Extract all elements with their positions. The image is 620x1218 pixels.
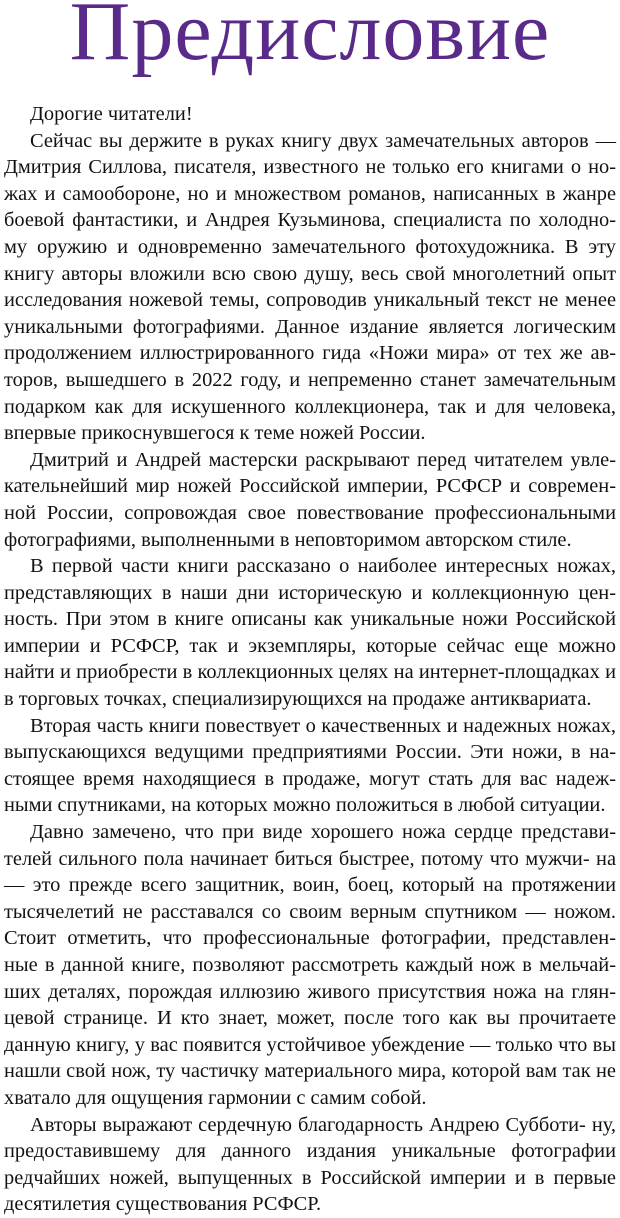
paragraph-2 <box>4 447 616 553</box>
line: так не хватало для ощущения гармонии с самим собой. <box>4 1060 616 1109</box>
line: найти и приобрести в коллекционных целях на интернет-площадках <box>4 661 600 684</box>
line: вы нашли свой нож, ту частичку материального мира, которой вам <box>4 1033 616 1083</box>
line: торов, вышедшего в 2022 году, и непременно станет замечательным <box>4 368 616 391</box>
line: телей сильного пола начинает биться быстрее, потому что мужчи- <box>4 847 590 870</box>
line: и в торговых точках, специализирующихся на продаже антиквариата. <box>4 661 616 711</box>
paragraph-3 <box>4 553 616 713</box>
body-text <box>4 101 616 1218</box>
line: Вторая часть книги повествует о качественных и надежных ножах, <box>30 714 616 737</box>
line: на — это прежде всего защитник, воин, боец, который на протяжении <box>4 847 616 897</box>
line: редчайших ножей, выпущенных в Российской империи и в первые <box>4 1166 616 1189</box>
paragraph-5 <box>4 819 616 1112</box>
line: Дмитрия Силлова, писателя, известного не только его книгами о но- <box>4 156 616 179</box>
line: десятилетия существования РСФСР. <box>4 1193 322 1216</box>
line: Авторы выражают сердечную благодарность Андрею Субботи- <box>30 1113 586 1136</box>
line: империи и РСФСР, так и экземпляры, которые сейчас еще можно <box>4 634 616 657</box>
line: книгу авторы вложили всю свою душу, весь свой многолетний опыт <box>4 262 616 285</box>
paragraph-4 <box>4 713 616 819</box>
line: ные в данной книге, позволяют рассмотреть каждый нож в мельчай- <box>4 954 616 976</box>
line: Дмитрий и Андрей мастерски раскрывают перед читателем увле- <box>30 448 616 471</box>
line: ность. При этом в книге описаны как уникальные ножи Российской <box>4 608 616 631</box>
line: кательнейший мир ножей Российской империи, РСФСР и современ- <box>4 475 616 498</box>
line: впервые прикоснувшегося к теме ножей России. <box>4 422 426 445</box>
line: стоящее время находящиеся в продаже, могут стать для вас надеж- <box>4 767 616 790</box>
line: ной России, сопровождая свое повествование профессиональными <box>4 501 616 524</box>
line: Стоит отметить, что профессиональные фотографии, представлен- <box>4 927 616 950</box>
line: фотографиями, выполненными в неповторимом авторском стиле. <box>4 528 572 551</box>
page-title: Предисловие <box>69 0 551 78</box>
paragraph-6 <box>4 1112 616 1218</box>
line: ну, предоставившему для данного издания уникальные фотографии <box>4 1113 616 1163</box>
line: му оружию и одновременно замечательного фотохудожника. В эту <box>4 235 616 258</box>
line: продолжением иллюстрированного гида «Ножи мира» от тех же ав- <box>4 342 616 365</box>
line: уникальными фотографиями. Данное издание является логическим <box>4 315 616 338</box>
greeting: Дорогие читатели! <box>30 103 193 125</box>
paragraph-1 <box>4 128 616 447</box>
line: жах и самообороне, но и множеством романов, написанных в жанре <box>4 182 616 205</box>
line: боевой фантастики, и Андрея Кузьминова, специалиста по холодно- <box>4 209 616 232</box>
line: Давно замечено, что при виде хорошего ножа сердце представи- <box>30 821 616 844</box>
line: выпускающихся ведущими предприятиями России. Эти ножи, в на- <box>4 741 616 764</box>
line: исследования ножевой темы, сопроводив уникальный текст не менее <box>4 289 616 312</box>
line: цевой странице. И кто знает, может, после того как вы прочитаете <box>4 1007 616 1030</box>
line: Сейчас вы держите в руках книгу двух замечательных авторов — <box>30 129 616 152</box>
line: тысячелетий не расставался со своим верным спутником — ножом. <box>4 900 616 923</box>
line: В первой части книги рассказано о наиболее интересных ножах, <box>30 555 616 578</box>
line: данную книгу, у вас появится устойчивое убеждение — только что <box>4 1033 588 1056</box>
line: представляющих в наши дни историческую и коллекционную цен- <box>4 581 616 604</box>
line: ших деталях, порождая иллюзию живого присутствия ножа на глян- <box>4 980 616 1003</box>
line: подарком как для искушенного коллекционера, так и для человека, <box>4 395 616 418</box>
line: ными спутниками, на которых можно положиться в любой ситуации. <box>4 794 606 817</box>
